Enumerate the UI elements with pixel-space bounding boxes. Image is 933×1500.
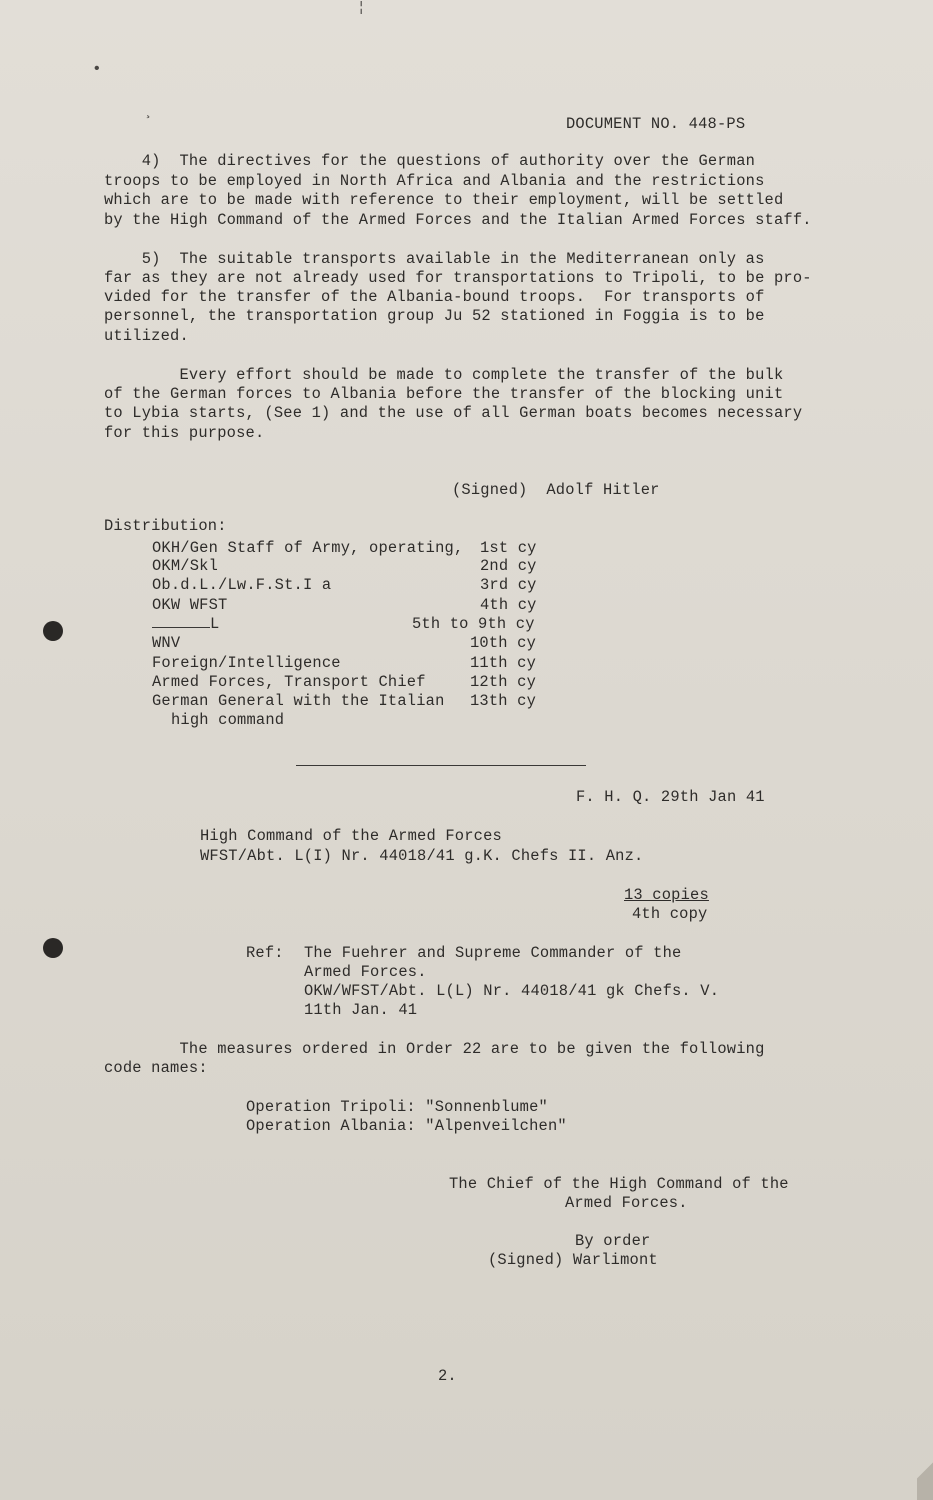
text-line: 4) The directives for the questions of authority over the German — [104, 152, 756, 170]
distribution-recipient: L — [210, 615, 220, 633]
signature-hitler: (Signed) Adolf Hitler — [452, 481, 660, 499]
distribution-copy: 3rd cy — [480, 576, 537, 594]
closing-title: The Chief of the High Command of the — [449, 1175, 789, 1193]
distribution-recipient: WNV — [152, 634, 181, 652]
distribution-recipient-row — [152, 615, 219, 634]
distribution-recipient: German General with the Italian — [152, 692, 445, 710]
text-line: to Lybia starts, (See 1) and the use of all German boats becomes necessary — [104, 404, 803, 422]
distribution-copy: 12th cy — [470, 673, 537, 691]
document-number: DOCUMENT NO. 448-PS — [566, 115, 746, 133]
text-line: by the High Command of the Armed Forces and the Italian Armed Forces staff. — [104, 211, 812, 229]
distribution-copy: 4th cy — [480, 596, 537, 614]
margin-mark: • — [92, 60, 102, 78]
section-divider — [296, 765, 586, 766]
page-fold — [917, 1440, 933, 1500]
closing-title: Armed Forces. — [565, 1194, 688, 1212]
text-line: personnel, the transportation group Ju 52 stationed in Foggia is to be — [104, 307, 765, 325]
punch-hole — [43, 938, 63, 958]
copies-total: 13 copies — [624, 886, 709, 904]
measures-line: code names: — [104, 1059, 208, 1077]
distribution-continuation: high command — [171, 711, 285, 729]
measures-line: The measures ordered in Order 22 are to be given the following — [104, 1040, 765, 1058]
text-line: utilized. — [104, 327, 189, 345]
by-order: By order — [575, 1232, 651, 1250]
text-line: Every effort should be made to complete the transfer of the bulk — [104, 366, 784, 384]
text-line: for this purpose. — [104, 424, 265, 442]
distribution-recipient: OKM/Skl — [152, 557, 219, 575]
distribution-recipient: Armed Forces, Transport Chief — [152, 673, 426, 691]
blank-line — [152, 615, 210, 628]
text-line: which are to be made with reference to their employment, will be settled — [104, 191, 784, 209]
signature-warlimont: (Signed) Warlimont — [488, 1251, 658, 1269]
hq-line: WFST/Abt. L(I) Nr. 44018/41 g.K. Chefs II. Anz. — [200, 847, 644, 865]
distribution-recipient: OKW WFST — [152, 596, 228, 614]
page-number: 2. — [438, 1367, 457, 1385]
distribution-copy: 5th to 9th cy — [412, 615, 535, 633]
distribution-heading: Distribution: — [104, 517, 227, 535]
distribution-copy: 11th cy — [470, 654, 537, 672]
text-line: troops to be employed in North Africa and Albania and the restrictions — [104, 172, 765, 190]
punch-hole — [43, 621, 63, 641]
text-line: 5) The suitable transports available in the Mediterranean only as — [104, 250, 765, 268]
distribution-recipient: Foreign/Intelligence — [152, 654, 341, 672]
ref-line: 11th Jan. 41 — [304, 1001, 418, 1019]
operation-line: Operation Tripoli: "Sonnenblume" — [246, 1098, 548, 1116]
distribution-recipient: Ob.d.L./Lw.F.St.I a — [152, 576, 332, 594]
ref-label: Ref: — [246, 944, 284, 962]
distribution-copy: 2nd cy — [480, 557, 537, 575]
distribution-copy: 1st cy — [480, 539, 537, 557]
distribution-copy: 13th cy — [470, 692, 537, 710]
margin-mark: ¸ — [146, 104, 155, 120]
fhq-date: F. H. Q. 29th Jan 41 — [576, 788, 765, 806]
distribution-copy: 10th cy — [470, 634, 537, 652]
operation-line: Operation Albania: "Alpenveilchen" — [246, 1117, 567, 1135]
copies-this: 4th copy — [632, 905, 708, 923]
margin-mark: ¦ — [357, 0, 366, 16]
text-line: vided for the transfer of the Albania-bound troops. For transports of — [104, 288, 765, 306]
ref-line: The Fuehrer and Supreme Commander of the — [304, 944, 682, 962]
text-line: of the German forces to Albania before the transfer of the blocking unit — [104, 385, 784, 403]
text-line: far as they are not already used for transportations to Tripoli, to be pro- — [104, 269, 812, 287]
distribution-recipient: OKH/Gen Staff of Army, operating, — [152, 539, 464, 557]
hq-line: High Command of the Armed Forces — [200, 827, 502, 845]
ref-line: OKW/WFST/Abt. L(L) Nr. 44018/41 gk Chefs. V. — [304, 982, 720, 1000]
ref-line: Armed Forces. — [304, 963, 427, 981]
